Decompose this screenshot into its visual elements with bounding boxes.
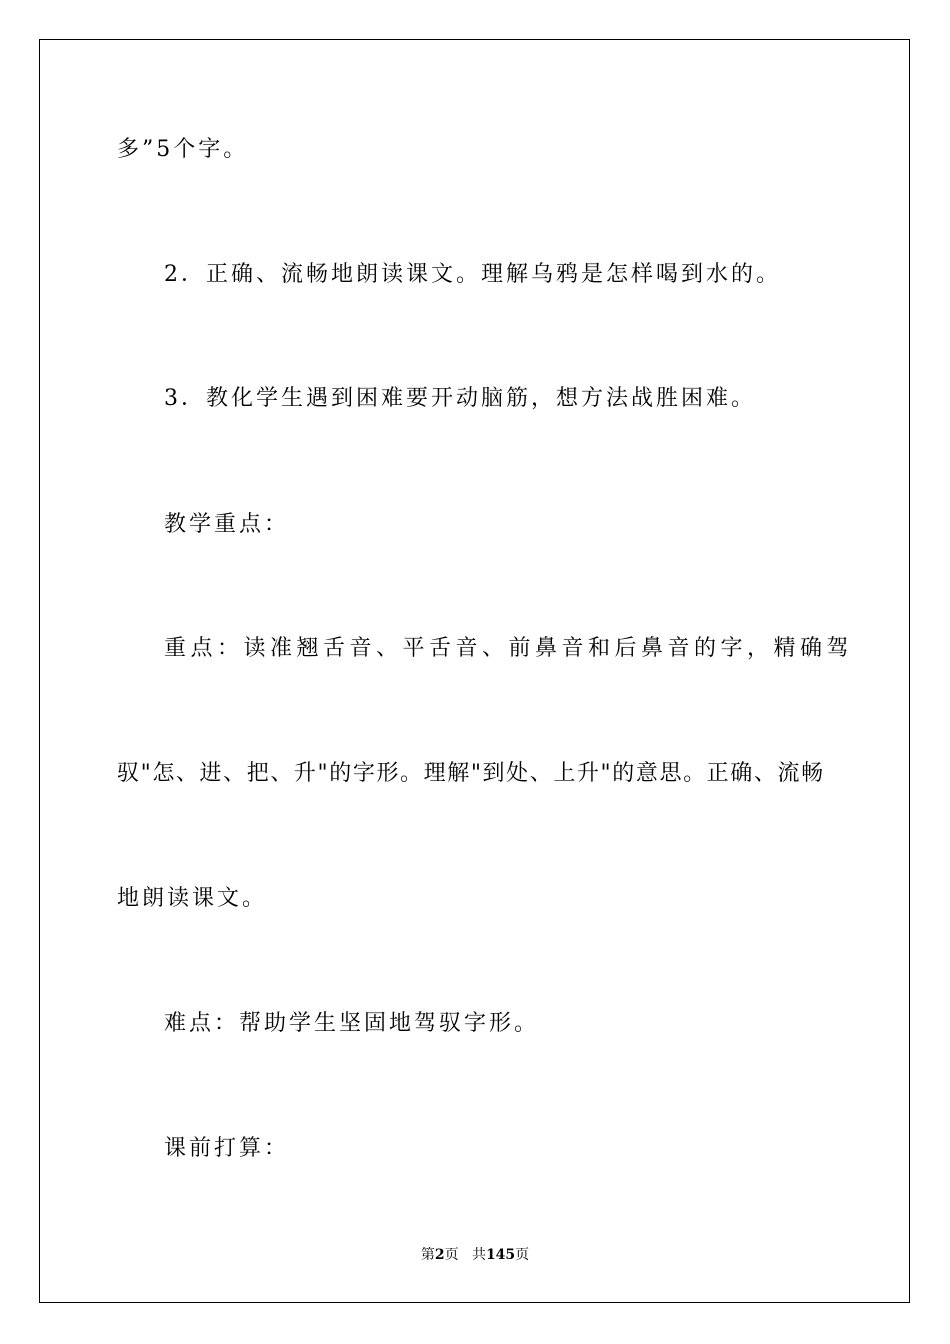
body-line-key-points-end: 地朗读课文。 <box>117 886 268 911</box>
body-line-difficulty: 难点：帮助学生坚固地驾驭字形。 <box>164 1011 540 1036</box>
footer-total-suffix: 页 <box>515 1247 530 1263</box>
section-heading-key-points: 教学重点： <box>164 512 290 537</box>
body-line-key-points: 重点：读准翘舌音、平舌音、前鼻音和后鼻音的字，精确驾 <box>164 636 854 661</box>
footer-page-number: 2 <box>434 1247 445 1263</box>
section-heading-preparation: 课前打算： <box>164 1136 290 1161</box>
footer-total-prefix: 共 <box>471 1247 486 1263</box>
body-line-1: 多”5个字。 <box>117 137 249 162</box>
footer-page-prefix: 第 <box>420 1247 435 1263</box>
body-line-3: 3．教化学生遇到困难要开动脑筋，想方法战胜困难。 <box>164 386 756 411</box>
body-line-2: 2．正确、流畅地朗读课文。理解乌鸦是怎样喝到水的。 <box>164 262 781 287</box>
footer-total-pages: 145 <box>485 1247 516 1263</box>
footer-page-suffix: 页 <box>444 1247 459 1263</box>
page-footer <box>0 1246 950 1264</box>
body-line-key-points-cont: 驭"怎、进、把、升"的字形。理解"到处、上升"的意思。正确、流畅 <box>117 761 825 786</box>
page-border <box>39 39 910 1303</box>
